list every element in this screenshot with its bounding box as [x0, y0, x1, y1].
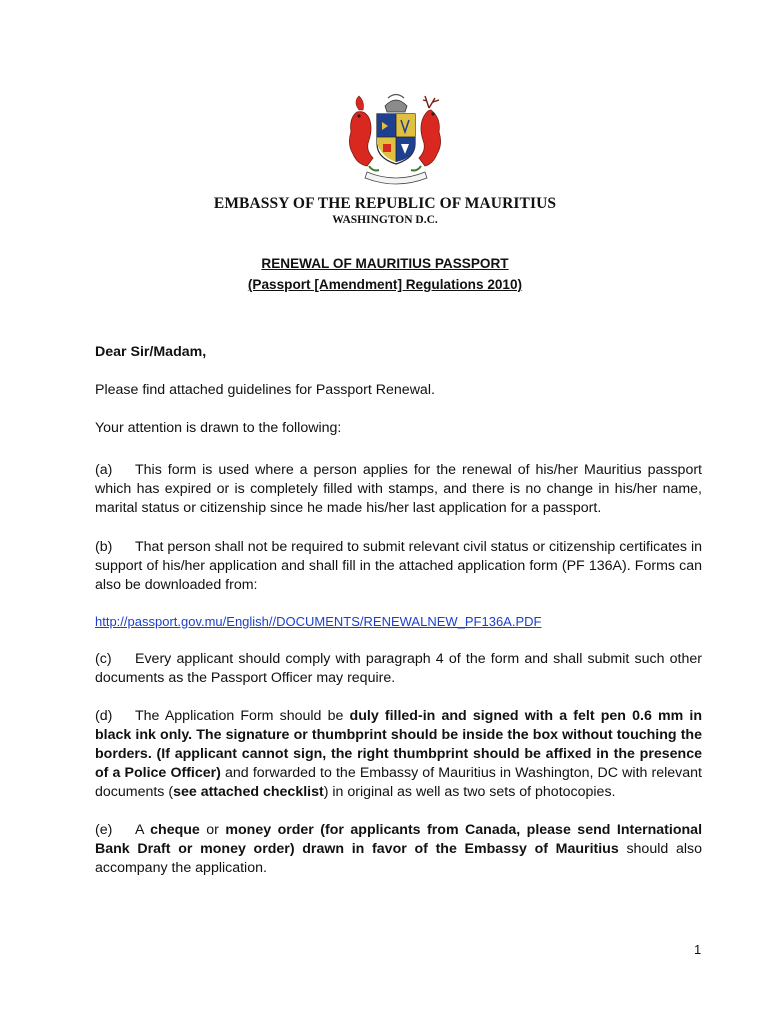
paragraph-bold-text: duly filled-in and signed with a felt pen 0.6 mm in black ink only. The signature or thumbprint should be inside the box without touching the borders. (If applicant cannot sign, the right thumbprint should be affixed in the presence of a Police Officer) — [95, 708, 702, 781]
intro-text: Please find attached guidelines for Passport Renewal. — [95, 382, 435, 398]
paragraph-label: (c) — [95, 651, 112, 667]
paragraph-text: and forwarded to the Embassy of Mauritius in Washington, DC with relevant documents ( — [95, 765, 702, 800]
paragraph-text: ) in original as well as two sets of photocopies. — [323, 784, 616, 800]
paragraph-text: or — [199, 822, 226, 838]
paragraph-label: (d) — [95, 708, 113, 724]
paragraph-label: (a) — [95, 462, 113, 478]
paragraph-label: (e) — [95, 822, 113, 838]
embassy-title: EMBASSY OF THE REPUBLIC OF MAURITIUS — [213, 195, 557, 212]
page-number: 1 — [694, 942, 702, 957]
paragraph-e — [95, 821, 702, 878]
paragraph-text: This form is used where a person applies for the renewal of his/her Mauritius passport which has expired or is completely filled with stamps, and there is no change in his/her name, marital status or citizenship since he made his/her last application for a passport. — [95, 462, 702, 516]
document-subtitle: (Passport [Amendment] Regulations 2010) — [247, 277, 523, 292]
paragraph-text: That person shall not be required to submit relevant civil status or citizenship certificates in support of his/her application and shall fill in the attached application form (PF 136A). Forms can also be downloaded from: — [95, 539, 702, 593]
paragraph-text: Every applicant should comply with paragraph 4 of the form and shall submit such other documents as the Passport Officer may require. — [95, 651, 702, 686]
attention-text: Your attention is drawn to the following: — [95, 420, 342, 436]
paragraph-a — [95, 461, 702, 518]
paragraph-d — [95, 707, 702, 802]
paragraph-bold-text: money order (for applicants from Canada, please send International Bank Draft or money order) drawn in favor of the Embassy of Mauritius — [95, 822, 703, 857]
paragraph-c — [95, 650, 702, 688]
paragraph-bold-text: cheque — [150, 822, 200, 838]
salutation: Dear Sir/Madam, — [95, 344, 207, 360]
paragraph-text: The Application Form should be — [135, 708, 350, 724]
form-download-link[interactable]: http://passport.gov.mu/English//DOCUMENTS/RENEWALNEW_PF136A.PDF — [95, 614, 542, 629]
paragraph-b — [95, 538, 702, 595]
coat-of-arms-icon — [343, 92, 450, 187]
paragraph-label: (b) — [95, 539, 113, 555]
paragraph-text: A — [135, 822, 151, 838]
paragraph-bold-text: see attached checklist — [173, 784, 324, 800]
document-title: RENEWAL OF MAURITIUS PASSPORT — [261, 256, 509, 271]
paragraph-text: should also accompany the application. — [95, 841, 702, 876]
embassy-city: WASHINGTON D.C. — [332, 214, 438, 226]
